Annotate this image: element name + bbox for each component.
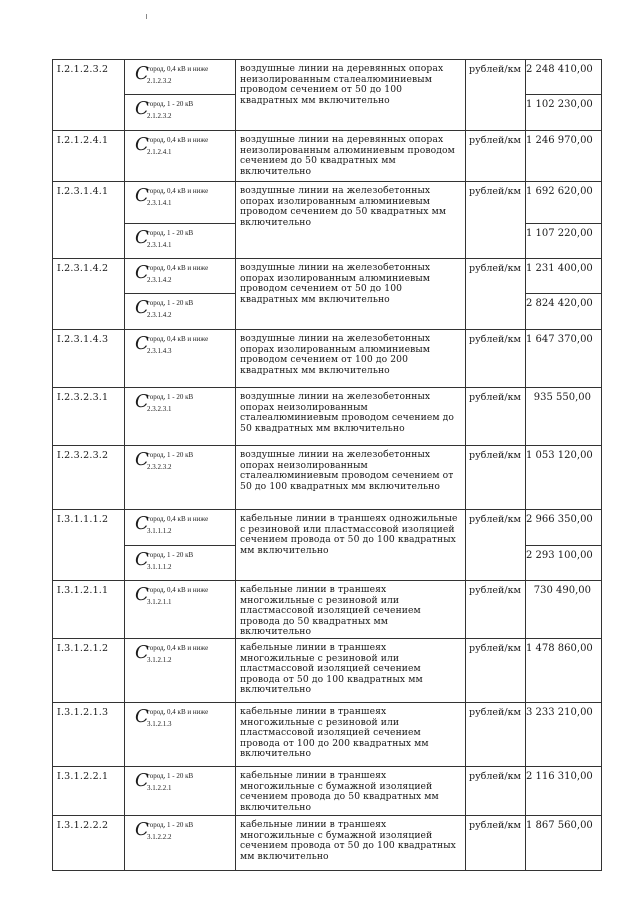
rate-value: 1 107 220,00 — [526, 224, 602, 259]
unit-label: рублей/км — [466, 182, 526, 259]
rate-value: 2 116 310,00 — [526, 767, 602, 816]
rate-value: 935 550,00 — [526, 388, 602, 446]
rate-symbol-superscript: город, 0,4 кВ и ниже — [147, 644, 209, 652]
rate-symbol-subscript: 3.1.2.1.2 — [147, 656, 172, 664]
rate-symbol — [125, 259, 236, 294]
rate-formula — [131, 820, 235, 844]
rate-symbol — [125, 388, 236, 446]
rate-symbol — [125, 95, 236, 131]
line-description: воздушные линии на железобетонных опорах изолированным алюминиевым проводом сечением от 50 до 100 квадратных мм включительно — [236, 259, 466, 330]
rate-formula — [131, 643, 235, 667]
rate-symbol-subscript: 3.1.2.1.1 — [147, 598, 172, 606]
rate-formula — [131, 450, 235, 474]
table-row — [53, 510, 602, 546]
rate-symbol-subscript: 3.1.2.2.2 — [147, 833, 172, 841]
rate-symbol — [125, 639, 236, 703]
scan-mark — [146, 14, 147, 19]
rate-symbol — [125, 131, 236, 182]
rate-symbol-superscript: город, 1 - 20 кВ — [147, 821, 194, 829]
rate-value: 1 053 120,00 — [526, 446, 602, 510]
rate-symbol-letter: C — [135, 185, 149, 206]
rate-symbol-letter: C — [135, 642, 149, 663]
line-description: воздушные линии на железобетонных опорах изолированным алюминиевым проводом сечением от 100 до 200 квадратных мм включительно — [236, 330, 466, 388]
line-description: кабельные линии в траншеях многожильные с резиновой или пластмассовой изоляцией сечением провода от 50 до 100 квадратных мм включительно — [236, 639, 466, 703]
table-row — [53, 60, 602, 95]
table-row — [53, 330, 602, 388]
unit-label: рублей/км — [466, 446, 526, 510]
table-row — [53, 816, 602, 871]
line-description: воздушные линии на деревянных опорах неизолированным алюминиевым проводом сечением до 50 квадратных мм включительно — [236, 131, 466, 182]
rate-symbol-letter: C — [135, 297, 149, 318]
rate-value: 1 647 370,00 — [526, 330, 602, 388]
table-row — [53, 581, 602, 639]
item-code: I.3.1.2.2.2 — [53, 816, 125, 871]
rate-formula — [131, 263, 235, 287]
rate-symbol-superscript: город, 0,4 кВ и ниже — [147, 187, 209, 195]
rate-symbol-subscript: 2.3.1.4.2 — [147, 311, 172, 319]
rate-symbol-superscript: город, 0,4 кВ и ниже — [147, 586, 209, 594]
unit-label: рублей/км — [466, 131, 526, 182]
rate-symbol-subscript: 2.1.2.4.1 — [147, 148, 172, 156]
line-description: кабельные линии в траншеях многожильные с резиновой или пластмассовой изоляцией сечением провода от 100 до 200 квадратных мм включительно — [236, 703, 466, 767]
rate-formula — [131, 334, 235, 358]
rate-symbol-subscript: 3.1.2.1.3 — [147, 720, 172, 728]
table-row — [53, 703, 602, 767]
rate-value: 1 478 860,00 — [526, 639, 602, 703]
rate-symbol-letter: C — [135, 333, 149, 354]
rate-symbol-superscript: город, 1 - 20 кВ — [147, 100, 194, 108]
rate-symbol — [125, 581, 236, 639]
rate-symbol-letter: C — [135, 391, 149, 412]
table-row — [53, 388, 602, 446]
rate-symbol — [125, 767, 236, 816]
item-code: I.2.3.1.4.3 — [53, 330, 125, 388]
unit-label: рублей/км — [466, 767, 526, 816]
rate-symbol-subscript: 3.1.1.1.2 — [147, 527, 172, 535]
unit-label: рублей/км — [466, 639, 526, 703]
rate-symbol — [125, 446, 236, 510]
item-code: I.2.1.2.4.1 — [53, 131, 125, 182]
rate-symbol — [125, 60, 236, 95]
rate-symbol — [125, 546, 236, 581]
rate-symbol-superscript: город, 1 - 20 кВ — [147, 451, 194, 459]
item-code: I.3.1.1.1.2 — [53, 510, 125, 581]
item-code: I.3.1.2.1.1 — [53, 581, 125, 639]
rate-value: 730 490,00 — [526, 581, 602, 639]
rate-symbol-subscript: 2.3.1.4.1 — [147, 241, 172, 249]
rate-formula — [131, 550, 235, 574]
rate-value: 2 293 100,00 — [526, 546, 602, 581]
rate-symbol-letter: C — [135, 549, 149, 570]
rate-symbol-superscript: город, 0,4 кВ и ниже — [147, 708, 209, 716]
table-row — [53, 182, 602, 224]
table-row — [53, 767, 602, 816]
tariff-rates-table — [52, 59, 602, 871]
rate-symbol-superscript: город, 1 - 20 кВ — [147, 229, 194, 237]
rate-symbol-subscript: 2.3.1.4.3 — [147, 347, 172, 355]
rate-symbol — [125, 816, 236, 871]
rate-symbol-superscript: город, 0,4 кВ и ниже — [147, 136, 209, 144]
line-description: кабельные линии в траншеях одножильные с резиновой или пластмассовой изоляцией сечением провода от 50 до 100 квадратных мм включительно — [236, 510, 466, 581]
rate-symbol-superscript: город, 1 - 20 кВ — [147, 299, 194, 307]
rate-formula — [131, 585, 235, 609]
rate-symbol-letter: C — [135, 134, 149, 155]
rate-formula — [131, 514, 235, 538]
unit-label: рублей/км — [466, 60, 526, 131]
rate-symbol — [125, 330, 236, 388]
rate-formula — [131, 99, 235, 123]
rate-symbol-subscript: 3.1.1.1.2 — [147, 563, 172, 571]
line-description: воздушные линии на железобетонных опорах неизолированным сталеалюминиевым проводом сечением от 50 до 100 квадратных мм включительно — [236, 446, 466, 510]
rate-value: 1 867 560,00 — [526, 816, 602, 871]
rate-value: 2 824 420,00 — [526, 294, 602, 330]
unit-label: рублей/км — [466, 703, 526, 767]
table-row — [53, 639, 602, 703]
rate-formula — [131, 707, 235, 731]
rate-symbol-letter: C — [135, 63, 149, 84]
rate-symbol-superscript: город, 1 - 20 кВ — [147, 393, 194, 401]
item-code: I.2.1.2.3.2 — [53, 60, 125, 131]
rate-formula — [131, 298, 235, 322]
unit-label: рублей/км — [466, 259, 526, 330]
line-description: кабельные линии в траншеях многожильные с бумажной изоляцией сечением провода до 50 квадратных мм включительно — [236, 767, 466, 816]
unit-label: рублей/км — [466, 581, 526, 639]
rate-value: 3 233 210,00 — [526, 703, 602, 767]
unit-label: рублей/км — [466, 816, 526, 871]
rate-symbol-subscript: 2.1.2.3.2 — [147, 112, 172, 120]
rate-value: 2 966 350,00 — [526, 510, 602, 546]
line-description: воздушные линии на железобетонных опорах неизолированным сталеалюминиевым проводом сечением до 50 квадратных мм включительно — [236, 388, 466, 446]
rate-formula — [131, 228, 235, 252]
rate-symbol-subscript: 3.1.2.2.1 — [147, 784, 172, 792]
rate-formula — [131, 186, 235, 210]
rate-symbol-letter: C — [135, 262, 149, 283]
item-code: I.2.3.1.4.1 — [53, 182, 125, 259]
rate-value: 1 231 400,00 — [526, 259, 602, 294]
rate-symbol-subscript: 2.1.2.3.2 — [147, 77, 172, 85]
table-row — [53, 131, 602, 182]
rate-symbol — [125, 703, 236, 767]
rate-symbol-letter: C — [135, 770, 149, 791]
rate-symbol-letter: C — [135, 98, 149, 119]
item-code: I.3.1.2.1.3 — [53, 703, 125, 767]
rate-value: 1 102 230,00 — [526, 95, 602, 131]
rate-symbol-letter: C — [135, 584, 149, 605]
table-row — [53, 446, 602, 510]
item-code: I.3.1.2.2.1 — [53, 767, 125, 816]
rate-symbol-subscript: 2.3.2.3.2 — [147, 463, 172, 471]
rate-symbol-superscript: город, 1 - 20 кВ — [147, 772, 194, 780]
item-code: I.2.3.1.4.2 — [53, 259, 125, 330]
line-description: воздушные линии на деревянных опорах неизолированным сталеалюминиевым проводом сечением от 50 до 100 квадратных мм включительно — [236, 60, 466, 131]
item-code: I.2.3.2.3.1 — [53, 388, 125, 446]
item-code: I.2.3.2.3.2 — [53, 446, 125, 510]
table-body — [53, 60, 602, 871]
rate-formula — [131, 392, 235, 416]
table-row — [53, 259, 602, 294]
unit-label: рублей/км — [466, 388, 526, 446]
unit-label: рублей/км — [466, 510, 526, 581]
rate-symbol-subscript: 2.3.1.4.1 — [147, 199, 172, 207]
rate-symbol — [125, 510, 236, 546]
rate-symbol-letter: C — [135, 819, 149, 840]
rate-value: 2 248 410,00 — [526, 60, 602, 95]
line-description: кабельные линии в траншеях многожильные с резиновой или пластмассовой изоляцией сечением провода до 50 квадратных мм включительно — [236, 581, 466, 639]
rate-symbol-subscript: 2.3.1.4.2 — [147, 276, 172, 284]
rate-symbol-letter: C — [135, 513, 149, 534]
rate-value: 1 246 970,00 — [526, 131, 602, 182]
rate-formula — [131, 64, 235, 88]
rate-symbol-superscript: город, 1 - 20 кВ — [147, 551, 194, 559]
item-code: I.3.1.2.1.2 — [53, 639, 125, 703]
rate-symbol-superscript: город, 0,4 кВ и ниже — [147, 335, 209, 343]
rate-symbol-superscript: город, 0,4 кВ и ниже — [147, 65, 209, 73]
rate-symbol-subscript: 2.3.2.3.1 — [147, 405, 172, 413]
rate-symbol-superscript: город, 0,4 кВ и ниже — [147, 515, 209, 523]
rate-symbol-letter: C — [135, 449, 149, 470]
rate-formula — [131, 771, 235, 795]
rate-symbol — [125, 224, 236, 259]
rate-symbol — [125, 294, 236, 330]
rate-symbol-letter: C — [135, 227, 149, 248]
rate-symbol — [125, 182, 236, 224]
rate-symbol-superscript: город, 0,4 кВ и ниже — [147, 264, 209, 272]
rate-value: 1 692 620,00 — [526, 182, 602, 224]
line-description: воздушные линии на железобетонных опорах изолированным алюминиевым проводом сечением до 50 квадратных мм включительно — [236, 182, 466, 259]
line-description: кабельные линии в траншеях многожильные с бумажной изоляцией сечением провода от 50 до 100 квадратных мм включительно — [236, 816, 466, 871]
rate-formula — [131, 135, 235, 159]
unit-label: рублей/км — [466, 330, 526, 388]
rate-symbol-letter: C — [135, 706, 149, 727]
